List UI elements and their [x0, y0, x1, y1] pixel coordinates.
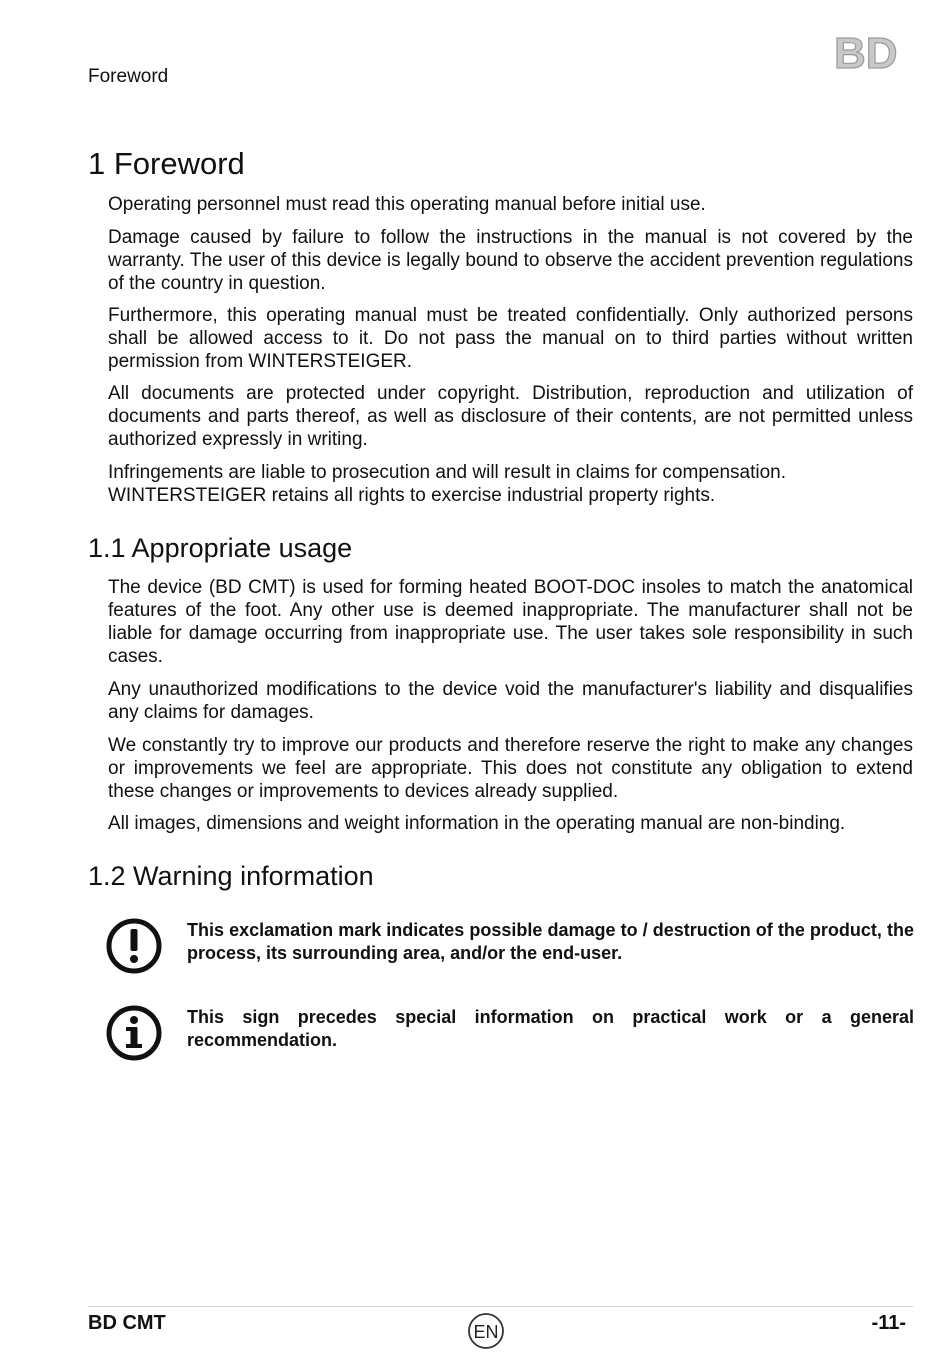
footer-product: BD CMT [88, 1312, 166, 1334]
info-circle-icon [104, 1004, 164, 1064]
paragraph: Damage caused by failure to follow the instructions in the manual is not covered by the warranty. The user of this device is legally bound to observe the accident prevention regulations of the country in question. [108, 227, 913, 294]
logo-text: BD [834, 30, 898, 74]
page-header-section: Foreword [88, 66, 169, 87]
paragraph: We constantly try to improve our products and therefore reserve the right to make any changes or improvements we feel are appropriate. This does not constitute any obligation to extend these changes or improvements to devices already supplied. [108, 735, 913, 802]
paragraph: Furthermore, this operating manual must be treated confidentially. Only authorized persons shall be allowed access to it. Do not pass the manual on to third parties without written permission from WINTERSTEIGER. [108, 305, 913, 372]
paragraph: All images, dimensions and weight information in the operating manual are non-binding. [108, 813, 846, 834]
section-title-foreword: 1 Foreword [88, 146, 245, 181]
paragraph: All documents are protected under copyright. Distribution, reproduction and utilization of documents and parts thereof, as well as disclosure of their contents, are not permitted unless authorized expressly in writing. [108, 383, 913, 450]
footer-divider [88, 1306, 913, 1307]
language-badge-icon [466, 1311, 506, 1351]
footer-page-number: -11- [871, 1312, 906, 1334]
language-code: EN [473, 1322, 499, 1342]
paragraph: Infringements are liable to prosecution and will result in claims for compensation. [108, 462, 786, 483]
paragraph: Operating personnel must read this operating manual before initial use. [108, 194, 706, 215]
warning-text: This exclamation mark indicates possible damage to / destruction of the product, the process, its surrounding area, and/or the end-user. [187, 920, 914, 963]
section-title-appropriate-usage: 1.1 Appropriate usage [88, 533, 353, 563]
info-text: This sign precedes special information on practical work or a general recommendation. [187, 1007, 914, 1050]
paragraph: The device (BD CMT) is used for forming heated BOOT-DOC insoles to match the anatomical features of the foot. Any other use is deemed inappropriate. The manufacturer shall not be liable for damage occurring from inappropriate use. The user takes sole responsibility in such cases. [108, 577, 913, 667]
exclamation-circle-icon [104, 917, 164, 977]
paragraph: WINTERSTEIGER retains all rights to exercise industrial property rights. [108, 485, 716, 506]
paragraph: Any unauthorized modifications to the device void the manufacturer's liability and disqualifies any claims for damages. [108, 679, 913, 723]
section-title-warning-information: 1.2 Warning information [88, 861, 374, 891]
bd-logo-icon [832, 30, 908, 74]
